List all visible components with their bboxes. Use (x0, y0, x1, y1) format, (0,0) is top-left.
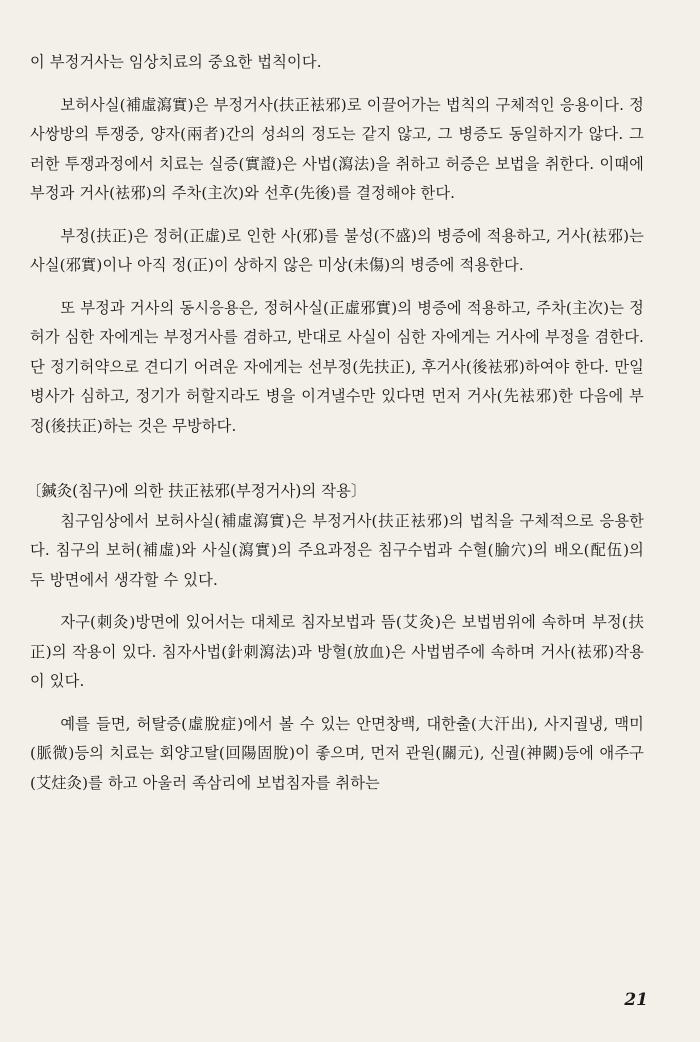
section-heading: 〔鍼灸(침구)에 의한 扶正袪邪(부정거사)의 작용〕 (26, 482, 367, 500)
paragraph-6: 자구(刺灸)방면에 있어서는 대체로 침자보법과 뜸(艾灸)은 보법범위에 속하며 부정(扶正)의 작용이 있다. 침자사법(針刺瀉法)과 방혈(放血)은 사법범주에 속하며 거사(袪邪)작용이 있다. (30, 613, 644, 690)
paragraph-5: 침구임상에서 보허사실(補虛瀉實)은 부정거사(扶正袪邪)의 법칙을 구체적으로 응용한다. 침구의 보허(補虛)와 사실(瀉實)의 주요과정은 침구수법과 수혈(腧穴)의 배오(配伍)의 두 방면에서 생각할 수 있다. (30, 511, 644, 589)
paragraph-4: 또 부정과 거사의 동시응용은, 정허사실(正虛邪實)의 병증에 적용하고, 주차(主次)는 정허가 심한 자에게는 부정거사를 겸하고, 반대로 사실이 심한 자에게는 거사에 부정을 겸한다. 단 정기허약으로 견디기 어려운 자에게는 선부정(先扶正), 후거사(後袪邪)하여야 한다. 만일 병사가 심하고, 정기가 허할지라도 병을 이겨낼수만 있다면 먼저 거사(先袪邪)한 다음에 부정(後扶正)하는 것은 무방하다. (30, 298, 644, 435)
paragraph-2: 보허사실(補虛瀉實)은 부정거사(扶正袪邪)로 이끌어가는 법칙의 구체적인 응용이다. 정사쌍방의 투쟁중, 양자(兩者)간의 성쇠의 정도는 같지 않고, 그 병증도 동일하지가 않다. 그러한 투쟁과정에서 치료는 실증(實證)은 사법(瀉法)을 취하고 허증은 보법을 취한다. 이때에 부정과 거사(袪邪)의 주차(主次)와 선후(先後)를 결정해야 한다. (30, 95, 644, 202)
page-number: 21 (624, 990, 648, 1010)
paragraph-7: 예를 들면, 허탈증(虛脫症)에서 볼 수 있는 안면창백, 대한출(大汗出), 사지궐냉, 맥미(脈微)등의 치료는 회양고탈(回陽固脫)이 좋으며, 먼저 관원(關元), 신궐(神闕)등에 애주구(艾炷灸)를 하고 아울러 족삼리에 보법침자를 취하는 (30, 714, 644, 792)
paragraph-3: 부정(扶正)은 정허(正虛)로 인한 사(邪)를 불성(不盛)의 병증에 적용하고, 거사(袪邪)는 사실(邪實)이나 아직 정(正)이 상하지 않은 미상(未傷)의 병증에 적용한다. (30, 226, 644, 274)
paragraph-1: 이 부정거사는 임상치료의 중요한 법칙이다. (30, 53, 322, 71)
